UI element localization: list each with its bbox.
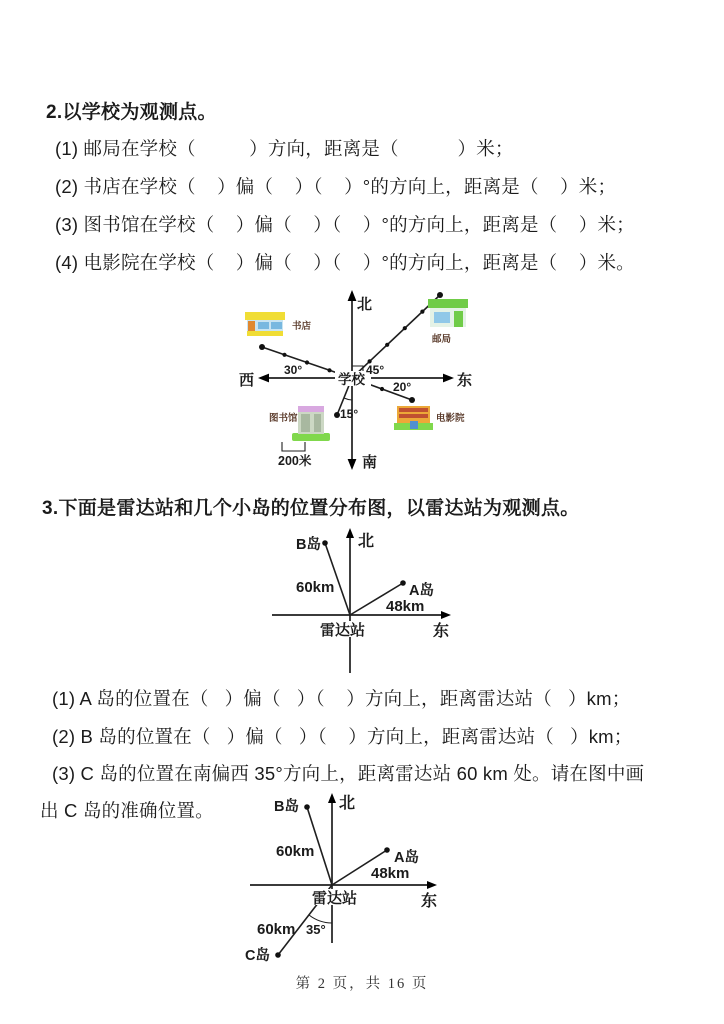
cinema-door [410, 421, 418, 429]
island-c-point [275, 952, 281, 958]
north-label: 北 [339, 795, 356, 812]
school-label: 学校 [338, 372, 365, 387]
post-office-point [437, 292, 443, 298]
scale-label: 200米 [278, 454, 312, 468]
island-a-label: A岛 [409, 583, 434, 599]
library-lawn [292, 433, 330, 441]
post-office-label: 邮局 [432, 334, 452, 345]
tick-dot [282, 353, 286, 357]
post-office-roof [428, 299, 468, 308]
island-c-label: C岛 [245, 948, 270, 964]
island-a-point [400, 580, 406, 586]
q3-item-3: (3) C 岛的位置在南偏西 35°方向上，距离雷达站 60 km 处。请在图中画 [52, 763, 645, 784]
bookstore-window [258, 322, 269, 329]
scale-bracket [282, 442, 305, 451]
library-roof [298, 406, 324, 412]
q3-item-3-continued: 出 C 岛的准确位置。 [40, 800, 214, 821]
q2-item-1: (1) 邮局在学校（ ）方向，距离是（ ）米； [55, 138, 514, 159]
east-arrow-icon [441, 611, 451, 619]
island-a-distance: 48km [386, 598, 425, 615]
school-map-diagram [226, 284, 501, 479]
north-label: 北 [357, 296, 373, 313]
library-illustration [292, 406, 330, 441]
library-window [301, 414, 310, 432]
north-label: 北 [358, 533, 375, 550]
bookstore-window [271, 322, 282, 329]
tick-dot [380, 387, 384, 391]
west-arrow-icon [258, 374, 269, 383]
question3-title: 3.下面是雷达站和几个小岛的位置分布图，以雷达站为观测点。 [42, 498, 580, 519]
east-arrow-icon [427, 881, 437, 889]
radar-station-label: 雷达站 [320, 622, 366, 639]
island-b-label: B岛 [274, 799, 299, 815]
q3-item-2: (2) B 岛的位置在（ ）偏（ ）（ ）方向上，距离雷达站（ ）km； [52, 726, 633, 747]
island-b-point [322, 540, 328, 546]
island-b-distance: 60km [276, 843, 315, 860]
angle-45-label: 45° [366, 363, 385, 377]
radar-station-label: 雷达站 [312, 890, 358, 907]
island-b-distance: 60km [296, 579, 335, 596]
post-office-window [434, 312, 450, 323]
bookstore-illustration [245, 312, 285, 336]
island-b-label: B岛 [296, 537, 321, 553]
q2-item-2: (2) 书店在学校（ ）偏（ ）（ ）°的方向上，距离是（ ）米； [55, 176, 617, 197]
east-arrow-icon [443, 374, 454, 383]
tick-dot [305, 360, 309, 364]
tick-dot [327, 368, 331, 372]
south-label: 南 [362, 454, 378, 471]
post-office-illustration [428, 299, 468, 327]
north-arrow-icon [348, 290, 357, 301]
angle-35-label: 35° [306, 922, 326, 937]
angle-20-label: 20° [393, 380, 412, 394]
tick-dot [403, 326, 407, 330]
question2-title: 2.以学校为观测点。 [46, 102, 217, 123]
page-footer: 第 2 页，共 16 页 [295, 976, 429, 992]
bookstore-roof [245, 312, 285, 320]
radar-map-diagram-1 [243, 522, 478, 677]
island-a-point [384, 847, 390, 853]
bookstore-label: 书店 [292, 321, 312, 332]
bookstore-point [259, 344, 265, 350]
bookstore-base [247, 331, 283, 336]
angle-15-label: 15° [340, 407, 359, 421]
library-angle-arc [344, 398, 352, 400]
library-window [314, 414, 321, 432]
post-office-door [454, 311, 463, 327]
east-label: 东 [421, 893, 438, 910]
cinema-illustration [394, 406, 433, 430]
south-arrow-icon [348, 459, 357, 470]
library-label: 图书馆 [269, 413, 298, 424]
island-c-distance: 60km [257, 921, 296, 938]
west-label: 西 [239, 372, 255, 389]
q2-item-4: (4) 电影院在学校（ ）偏（ ）（ ）°的方向上，距离是（ ）米。 [55, 252, 635, 273]
tick-dot [420, 310, 424, 314]
island-b-point [304, 804, 310, 810]
tick-dot [385, 343, 389, 347]
north-arrow-icon [346, 528, 354, 538]
q3-item-1: (1) A 岛的位置在（ ）偏（ ）（ ）方向上，距离雷达站（ ）km； [52, 688, 631, 709]
east-label: 东 [433, 623, 450, 640]
island-a-label: A岛 [394, 850, 419, 866]
island-a-distance: 48km [371, 865, 410, 882]
cinema-point [409, 397, 415, 403]
cinema-label: 电影院 [436, 413, 465, 424]
cinema-window [399, 408, 428, 412]
angle-30-label: 30° [284, 363, 303, 377]
radar-map-diagram-2 [213, 786, 483, 971]
north-arrow-icon [328, 793, 336, 803]
q2-item-3: (3) 图书馆在学校（ ）偏（ ）（ ）°的方向上，距离是（ ）米； [55, 214, 635, 235]
east-label: 东 [457, 372, 473, 389]
cinema-window [399, 414, 428, 418]
